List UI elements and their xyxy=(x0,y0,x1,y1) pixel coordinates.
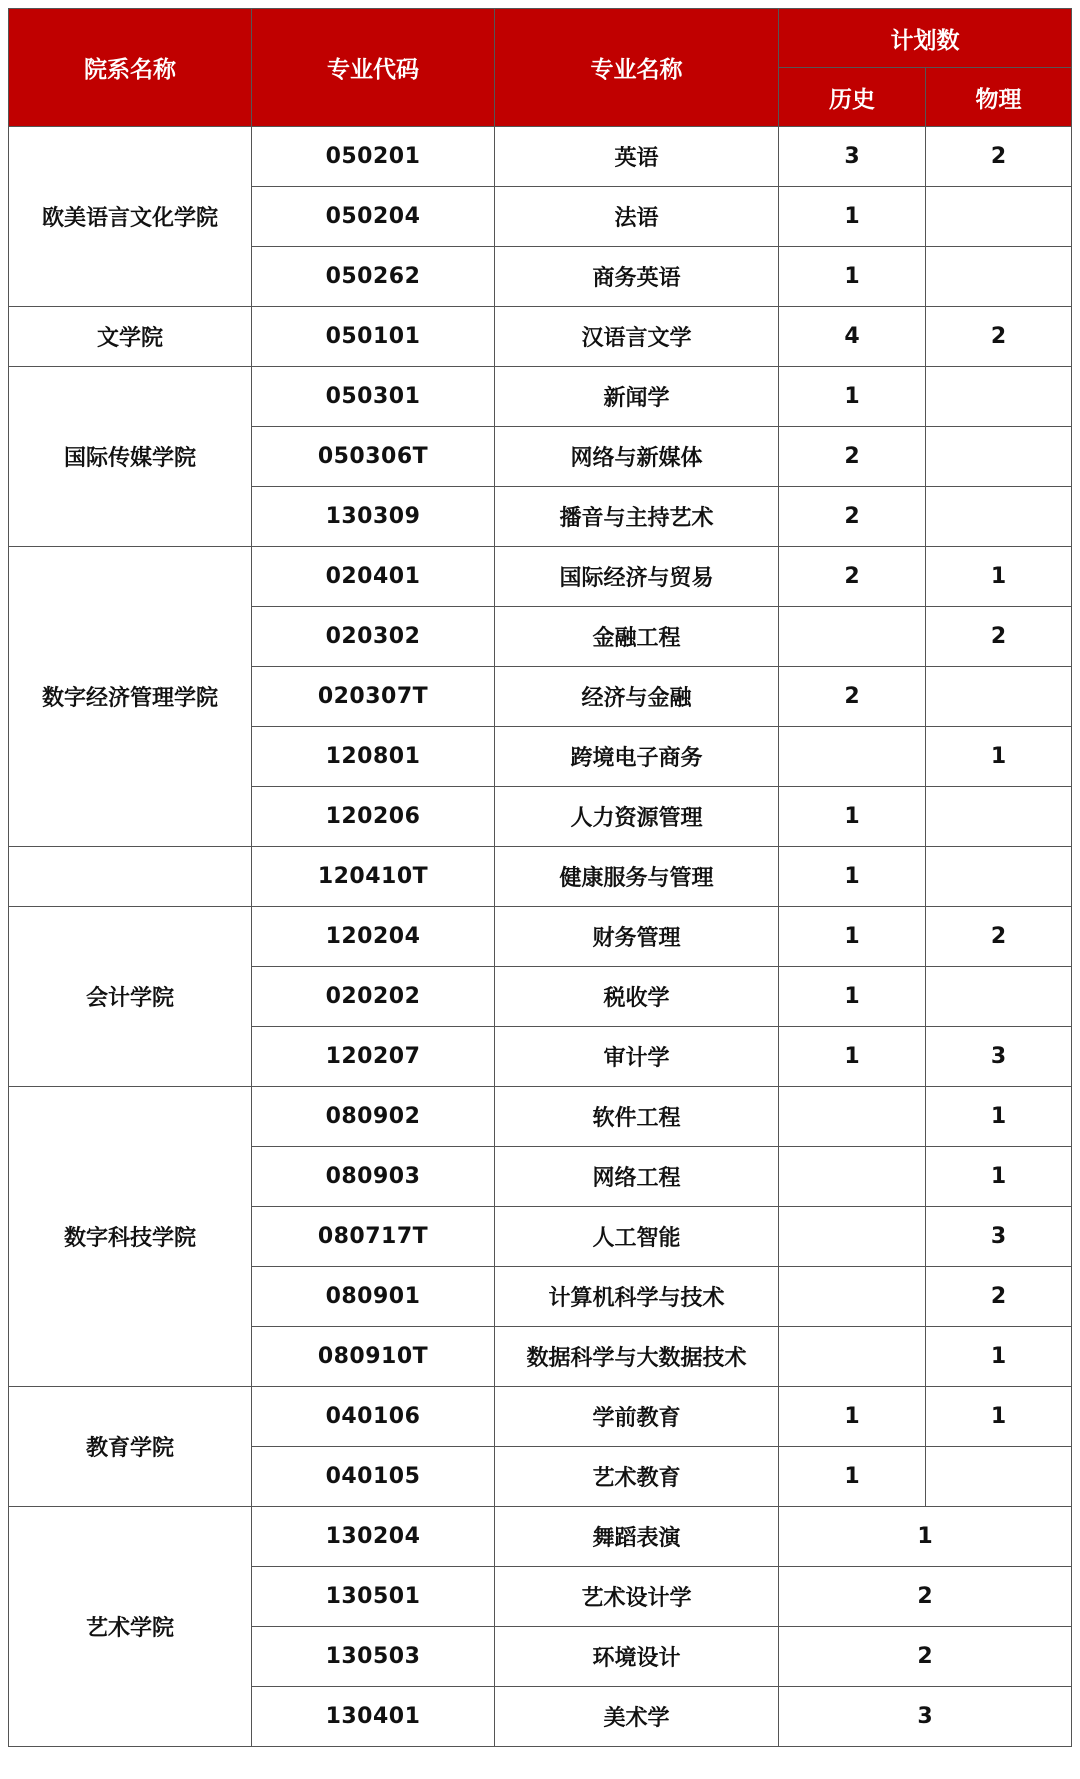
header-history: 历史 xyxy=(779,68,926,127)
history-cell: 1 xyxy=(779,1447,926,1507)
history-cell: 1 xyxy=(779,187,926,247)
dept-cell: 艺术学院 xyxy=(9,1507,252,1747)
history-cell: 1 xyxy=(779,787,926,847)
history-cell xyxy=(779,727,926,787)
code-cell: 120204 xyxy=(252,907,495,967)
history-cell xyxy=(779,1087,926,1147)
history-cell xyxy=(779,1147,926,1207)
code-cell: 130204 xyxy=(252,1507,495,1567)
physics-cell xyxy=(926,787,1072,847)
physics-cell xyxy=(926,427,1072,487)
code-cell: 120410T xyxy=(252,847,495,907)
major-cell: 网络工程 xyxy=(495,1147,779,1207)
physics-cell: 1 xyxy=(926,547,1072,607)
code-cell: 080717T xyxy=(252,1207,495,1267)
table-row xyxy=(9,307,1072,367)
major-cell: 人工智能 xyxy=(495,1207,779,1267)
physics-cell: 2 xyxy=(926,607,1072,667)
header-major: 专业名称 xyxy=(495,9,779,127)
history-cell: 3 xyxy=(779,127,926,187)
table-row xyxy=(9,367,1072,427)
major-cell: 艺术设计学 xyxy=(495,1567,779,1627)
physics-cell xyxy=(926,367,1072,427)
major-cell: 跨境电子商务 xyxy=(495,727,779,787)
physics-cell xyxy=(926,1447,1072,1507)
code-cell: 080903 xyxy=(252,1147,495,1207)
history-cell: 1 xyxy=(779,907,926,967)
history-cell: 1 xyxy=(779,967,926,1027)
history-cell xyxy=(779,1327,926,1387)
code-cell: 130501 xyxy=(252,1567,495,1627)
dept-cell: 会计学院 xyxy=(9,907,252,1087)
physics-cell: 2 xyxy=(926,307,1072,367)
header-plan: 计划数 xyxy=(779,9,1072,68)
code-cell: 080901 xyxy=(252,1267,495,1327)
code-cell: 050204 xyxy=(252,187,495,247)
code-cell: 130309 xyxy=(252,487,495,547)
combined-plan-cell: 3 xyxy=(779,1687,1072,1747)
code-cell: 120207 xyxy=(252,1027,495,1087)
code-cell: 080902 xyxy=(252,1087,495,1147)
code-cell: 050306T xyxy=(252,427,495,487)
table-row xyxy=(9,1087,1072,1147)
table-row xyxy=(9,1387,1072,1447)
code-cell: 080910T xyxy=(252,1327,495,1387)
code-cell: 120801 xyxy=(252,727,495,787)
physics-cell xyxy=(926,187,1072,247)
header-dept: 院系名称 xyxy=(9,9,252,127)
combined-plan-cell: 1 xyxy=(779,1507,1072,1567)
major-cell: 财务管理 xyxy=(495,907,779,967)
history-cell: 4 xyxy=(779,307,926,367)
code-cell: 020302 xyxy=(252,607,495,667)
dept-cell: 文学院 xyxy=(9,307,252,367)
history-cell xyxy=(779,607,926,667)
code-cell: 130401 xyxy=(252,1687,495,1747)
major-cell: 学前教育 xyxy=(495,1387,779,1447)
physics-cell: 1 xyxy=(926,1387,1072,1447)
major-cell: 英语 xyxy=(495,127,779,187)
combined-plan-cell: 2 xyxy=(779,1567,1072,1627)
code-cell: 050101 xyxy=(252,307,495,367)
history-cell: 1 xyxy=(779,1027,926,1087)
major-cell: 经济与金融 xyxy=(495,667,779,727)
major-cell: 汉语言文学 xyxy=(495,307,779,367)
major-cell: 艺术教育 xyxy=(495,1447,779,1507)
code-cell: 130503 xyxy=(252,1627,495,1687)
history-cell: 2 xyxy=(779,427,926,487)
code-cell: 050301 xyxy=(252,367,495,427)
physics-cell xyxy=(926,667,1072,727)
header-code: 专业代码 xyxy=(252,9,495,127)
physics-cell: 2 xyxy=(926,127,1072,187)
code-cell: 020307T xyxy=(252,667,495,727)
major-cell: 数据科学与大数据技术 xyxy=(495,1327,779,1387)
code-cell: 020202 xyxy=(252,967,495,1027)
major-cell: 软件工程 xyxy=(495,1087,779,1147)
code-cell: 040106 xyxy=(252,1387,495,1447)
physics-cell xyxy=(926,247,1072,307)
dept-cell: 教育学院 xyxy=(9,1387,252,1507)
major-cell: 计算机科学与技术 xyxy=(495,1267,779,1327)
major-cell: 舞蹈表演 xyxy=(495,1507,779,1567)
major-cell: 商务英语 xyxy=(495,247,779,307)
physics-cell: 3 xyxy=(926,1027,1072,1087)
history-cell: 2 xyxy=(779,547,926,607)
major-cell: 美术学 xyxy=(495,1687,779,1747)
major-cell: 环境设计 xyxy=(495,1627,779,1687)
table-body xyxy=(9,127,1072,1747)
code-cell: 050201 xyxy=(252,127,495,187)
physics-cell: 2 xyxy=(926,907,1072,967)
code-cell: 120206 xyxy=(252,787,495,847)
header-row-top xyxy=(9,9,1072,68)
physics-cell: 1 xyxy=(926,727,1072,787)
table-row xyxy=(9,547,1072,607)
physics-cell xyxy=(926,487,1072,547)
major-cell: 金融工程 xyxy=(495,607,779,667)
major-cell: 播音与主持艺术 xyxy=(495,487,779,547)
history-cell xyxy=(779,1207,926,1267)
dept-cell: 数字经济管理学院 xyxy=(9,547,252,847)
history-cell: 1 xyxy=(779,1387,926,1447)
major-cell: 网络与新媒体 xyxy=(495,427,779,487)
major-cell: 健康服务与管理 xyxy=(495,847,779,907)
history-cell: 1 xyxy=(779,847,926,907)
physics-cell: 2 xyxy=(926,1267,1072,1327)
history-cell xyxy=(779,1267,926,1327)
major-cell: 国际经济与贸易 xyxy=(495,547,779,607)
dept-cell: 欧美语言文化学院 xyxy=(9,127,252,307)
history-cell: 2 xyxy=(779,487,926,547)
physics-cell: 1 xyxy=(926,1147,1072,1207)
history-cell: 1 xyxy=(779,367,926,427)
header-physics: 物理 xyxy=(926,68,1072,127)
physics-cell: 3 xyxy=(926,1207,1072,1267)
major-cell: 法语 xyxy=(495,187,779,247)
combined-plan-cell: 2 xyxy=(779,1627,1072,1687)
dept-cell xyxy=(9,847,252,907)
physics-cell xyxy=(926,967,1072,1027)
major-cell: 新闻学 xyxy=(495,367,779,427)
major-cell: 税收学 xyxy=(495,967,779,1027)
table-row xyxy=(9,847,1072,907)
physics-cell: 1 xyxy=(926,1327,1072,1387)
table-row xyxy=(9,127,1072,187)
major-cell: 人力资源管理 xyxy=(495,787,779,847)
history-cell: 1 xyxy=(779,247,926,307)
enrollment-plan-table-wrapper xyxy=(8,8,1072,1747)
dept-cell: 国际传媒学院 xyxy=(9,367,252,547)
code-cell: 040105 xyxy=(252,1447,495,1507)
physics-cell: 1 xyxy=(926,1087,1072,1147)
physics-cell xyxy=(926,847,1072,907)
enrollment-plan-table xyxy=(8,8,1072,1747)
table-header xyxy=(9,9,1072,127)
code-cell: 050262 xyxy=(252,247,495,307)
dept-cell: 数字科技学院 xyxy=(9,1087,252,1387)
table-row xyxy=(9,1507,1072,1567)
history-cell: 2 xyxy=(779,667,926,727)
table-row xyxy=(9,907,1072,967)
code-cell: 020401 xyxy=(252,547,495,607)
major-cell: 审计学 xyxy=(495,1027,779,1087)
